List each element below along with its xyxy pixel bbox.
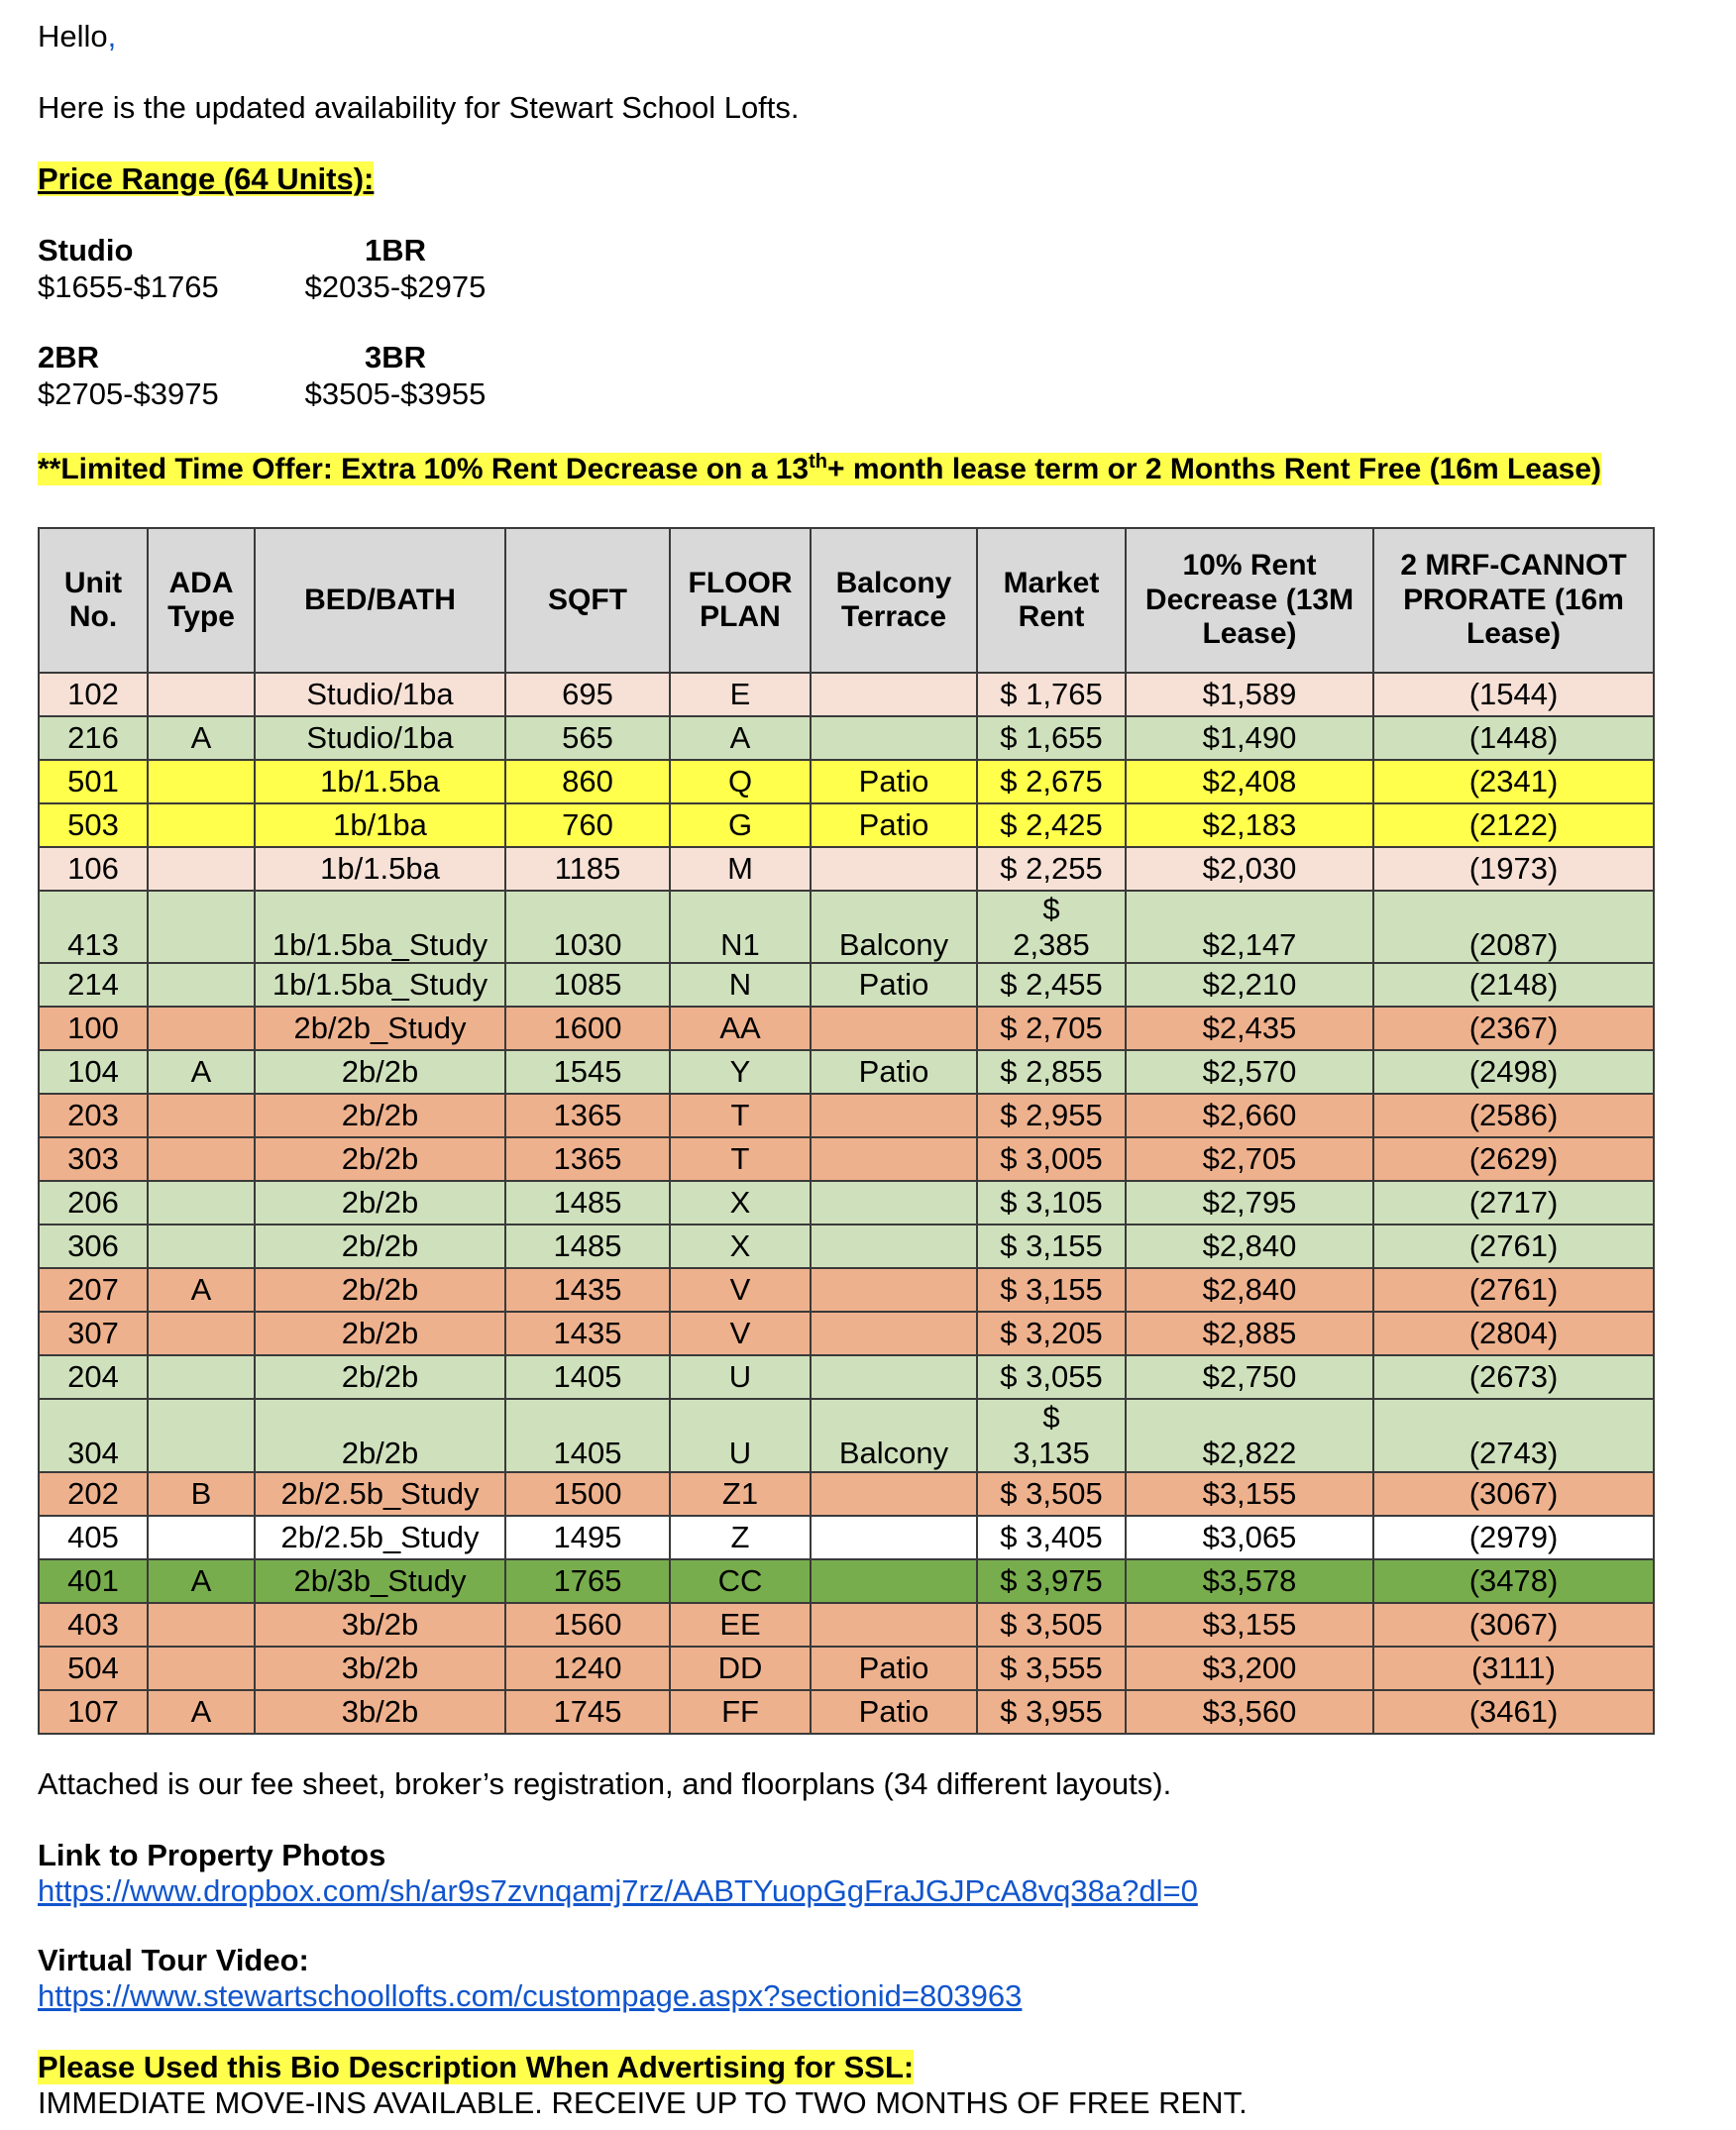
cell-rent-decrease: $1,589: [1126, 673, 1373, 716]
cell-bed-bath: 2b/2b: [255, 1094, 505, 1137]
cell-market-rent: $ 2,385: [977, 891, 1126, 963]
cell-sqft: 695: [505, 673, 670, 716]
cell-market-rent: $ 2,855: [977, 1050, 1126, 1094]
table-row: [39, 1690, 1654, 1734]
cell-balcony-terrace: [811, 1137, 977, 1181]
cell-rent-decrease: $3,155: [1126, 1472, 1373, 1516]
cell-mrf: (2673): [1373, 1355, 1654, 1399]
cell-market-rent: $ 2,455: [977, 963, 1126, 1007]
table-row: [39, 1603, 1654, 1647]
cell-mrf: (2498): [1373, 1050, 1654, 1094]
table-row: [39, 1559, 1654, 1603]
cell-balcony-terrace: [811, 1559, 977, 1603]
cell-sqft: 1405: [505, 1355, 670, 1399]
table-row: [39, 1268, 1654, 1312]
cell-unit-no: 202: [39, 1472, 148, 1516]
cell-bed-bath: 2b/2b: [255, 1312, 505, 1355]
cell-market-rent: $ 1,655: [977, 716, 1126, 760]
cell-mrf: (2367): [1373, 1007, 1654, 1050]
cell-floor-plan: N: [670, 963, 811, 1007]
cell-ada-type: A: [148, 1050, 255, 1094]
cell-balcony-terrace: [811, 1516, 977, 1559]
cell-sqft: 1435: [505, 1268, 670, 1312]
availability-table: [38, 527, 1655, 1735]
cell-rent-decrease: $2,210: [1126, 963, 1373, 1007]
cell-mrf: (2087): [1373, 891, 1654, 963]
cell-ada-type: [148, 847, 255, 891]
cell-market-rent: $ 3,975: [977, 1559, 1126, 1603]
cell-market-rent: $ 3,405: [977, 1516, 1126, 1559]
cell-market-rent: $ 2,705: [977, 1007, 1126, 1050]
cell-unit-no: 216: [39, 716, 148, 760]
cell-sqft: 1545: [505, 1050, 670, 1094]
cell-sqft: 760: [505, 803, 670, 847]
cell-bed-bath: 2b/2b: [255, 1268, 505, 1312]
cell-unit-no: 214: [39, 963, 148, 1007]
col-sqft: SQFT: [505, 528, 670, 673]
col-floor-plan: FLOOR PLAN: [670, 528, 811, 673]
cell-unit-no: 503: [39, 803, 148, 847]
cell-rent-decrease: $2,660: [1126, 1094, 1373, 1137]
cell-mrf: (3461): [1373, 1690, 1654, 1734]
cell-floor-plan: AA: [670, 1007, 811, 1050]
cell-rent-decrease: $2,435: [1126, 1007, 1373, 1050]
table-row: [39, 1399, 1654, 1471]
cell-ada-type: [148, 760, 255, 803]
cell-balcony-terrace: Patio: [811, 803, 977, 847]
cell-bed-bath: 2b/2b: [255, 1399, 505, 1471]
cell-bed-bath: 1b/1.5ba: [255, 760, 505, 803]
cell-mrf: (3067): [1373, 1603, 1654, 1647]
cell-sqft: 1765: [505, 1559, 670, 1603]
cell-unit-no: 504: [39, 1647, 148, 1690]
col-market-rent: Market Rent: [977, 528, 1126, 673]
col-balcony-terrace: Balcony Terrace: [811, 528, 977, 673]
cell-ada-type: A: [148, 1268, 255, 1312]
cell-bed-bath: 2b/2b_Study: [255, 1007, 505, 1050]
cell-rent-decrease: $2,885: [1126, 1312, 1373, 1355]
cell-floor-plan: Z: [670, 1516, 811, 1559]
cell-ada-type: [148, 1399, 255, 1471]
cell-balcony-terrace: [811, 1268, 977, 1312]
cell-balcony-terrace: [811, 1472, 977, 1516]
cell-floor-plan: EE: [670, 1603, 811, 1647]
cell-mrf: (3111): [1373, 1647, 1654, 1690]
cell-market-rent: $ 3,155: [977, 1225, 1126, 1268]
cell-floor-plan: T: [670, 1137, 811, 1181]
cell-market-rent: $ 3,155: [977, 1268, 1126, 1312]
cell-rent-decrease: $1,490: [1126, 716, 1373, 760]
cell-ada-type: [148, 1225, 255, 1268]
cell-bed-bath: 2b/2b: [255, 1137, 505, 1181]
tour-label: Virtual Tour Video:: [38, 1943, 309, 1977]
cell-mrf: (1448): [1373, 716, 1654, 760]
cell-unit-no: 204: [39, 1355, 148, 1399]
cell-market-rent: $ 2,675: [977, 760, 1126, 803]
price-range-heading: Price Range (64 Units):: [38, 161, 375, 196]
cell-market-rent: $ 3,955: [977, 1690, 1126, 1734]
cell-mrf: (2717): [1373, 1181, 1654, 1225]
cell-bed-bath: 2b/3b_Study: [255, 1559, 505, 1603]
cell-bed-bath: Studio/1ba: [255, 716, 505, 760]
cell-sqft: 1365: [505, 1094, 670, 1137]
price-group-3br: 3BR $3505-$3955: [304, 340, 487, 412]
cell-unit-no: 307: [39, 1312, 148, 1355]
cell-bed-bath: 2b/2b: [255, 1050, 505, 1094]
cell-floor-plan: A: [670, 716, 811, 760]
cell-ada-type: [148, 1312, 255, 1355]
cell-balcony-terrace: [811, 1312, 977, 1355]
cell-unit-no: 403: [39, 1603, 148, 1647]
cell-unit-no: 107: [39, 1690, 148, 1734]
attachments-note: Attached is our fee sheet, broker’s registration, and floorplans (34 different layouts).: [38, 1766, 1172, 1801]
cell-floor-plan: X: [670, 1181, 811, 1225]
cell-bed-bath: 2b/2b: [255, 1225, 505, 1268]
cell-sqft: 1745: [505, 1690, 670, 1734]
cell-mrf: (3478): [1373, 1559, 1654, 1603]
cell-ada-type: [148, 1603, 255, 1647]
table-row: [39, 1516, 1654, 1559]
cell-bed-bath: 3b/2b: [255, 1647, 505, 1690]
cell-floor-plan: M: [670, 847, 811, 891]
cell-floor-plan: U: [670, 1355, 811, 1399]
table-row: [39, 1355, 1654, 1399]
cell-mrf: (3067): [1373, 1472, 1654, 1516]
cell-sqft: 1240: [505, 1647, 670, 1690]
cell-mrf: (2148): [1373, 963, 1654, 1007]
cell-floor-plan: V: [670, 1268, 811, 1312]
cell-ada-type: [148, 1647, 255, 1690]
cell-balcony-terrace: [811, 1225, 977, 1268]
cell-sqft: 1185: [505, 847, 670, 891]
cell-sqft: 1560: [505, 1603, 670, 1647]
cell-mrf: (2761): [1373, 1268, 1654, 1312]
cell-market-rent: $ 3,505: [977, 1472, 1126, 1516]
cell-rent-decrease: $2,795: [1126, 1181, 1373, 1225]
table-row: [39, 891, 1654, 963]
cell-sqft: 1435: [505, 1312, 670, 1355]
cell-unit-no: 106: [39, 847, 148, 891]
cell-ada-type: [148, 1007, 255, 1050]
table-row: [39, 673, 1654, 716]
cell-sqft: 1600: [505, 1007, 670, 1050]
cell-balcony-terrace: Patio: [811, 963, 977, 1007]
table-row: [39, 847, 1654, 891]
cell-rent-decrease: $3,155: [1126, 1603, 1373, 1647]
greeting: Hello,: [38, 19, 117, 53]
table-row: [39, 963, 1654, 1007]
cell-sqft: 1485: [505, 1225, 670, 1268]
cell-bed-bath: 3b/2b: [255, 1603, 505, 1647]
col-bed-bath: BED/BATH: [255, 528, 505, 673]
cell-market-rent: $ 2,425: [977, 803, 1126, 847]
col-rent-decrease: 10% Rent Decrease (13M Lease): [1126, 528, 1373, 673]
cell-balcony-terrace: [811, 847, 977, 891]
cell-market-rent: $ 2,955: [977, 1094, 1126, 1137]
cell-ada-type: [148, 1181, 255, 1225]
cell-balcony-terrace: [811, 1603, 977, 1647]
price-group-1br: 1BR $2035-$2975: [304, 233, 487, 305]
table-row: [39, 716, 1654, 760]
cell-balcony-terrace: Patio: [811, 1050, 977, 1094]
table-row: [39, 1647, 1654, 1690]
cell-market-rent: $ 3,205: [977, 1312, 1126, 1355]
cell-sqft: 1485: [505, 1181, 670, 1225]
cell-floor-plan: N1: [670, 891, 811, 963]
table-header-row: [39, 528, 1654, 673]
cell-unit-no: 405: [39, 1516, 148, 1559]
cell-sqft: 1495: [505, 1516, 670, 1559]
cell-bed-bath: 2b/2b: [255, 1355, 505, 1399]
cell-ada-type: A: [148, 1690, 255, 1734]
cell-mrf: (2761): [1373, 1225, 1654, 1268]
cell-mrf: (2629): [1373, 1137, 1654, 1181]
cell-rent-decrease: $2,705: [1126, 1137, 1373, 1181]
cell-market-rent: $ 3,135: [977, 1399, 1126, 1471]
cell-sqft: 1365: [505, 1137, 670, 1181]
cell-ada-type: B: [148, 1472, 255, 1516]
cell-balcony-terrace: [811, 1007, 977, 1050]
cell-unit-no: 206: [39, 1181, 148, 1225]
cell-ada-type: [148, 673, 255, 716]
cell-ada-type: [148, 1355, 255, 1399]
cell-market-rent: $ 3,005: [977, 1137, 1126, 1181]
cell-balcony-terrace: [811, 1094, 977, 1137]
table-row: [39, 1094, 1654, 1137]
cell-floor-plan: G: [670, 803, 811, 847]
cell-bed-bath: 1b/1ba: [255, 803, 505, 847]
cell-market-rent: $ 1,765: [977, 673, 1126, 716]
cell-rent-decrease: $2,822: [1126, 1399, 1373, 1471]
cell-floor-plan: CC: [670, 1559, 811, 1603]
cell-mrf: (2804): [1373, 1312, 1654, 1355]
cell-market-rent: $ 2,255: [977, 847, 1126, 891]
table-row: [39, 1312, 1654, 1355]
cell-sqft: 1405: [505, 1399, 670, 1471]
cell-sqft: 1500: [505, 1472, 670, 1516]
cell-balcony-terrace: Patio: [811, 1647, 977, 1690]
cell-ada-type: [148, 1137, 255, 1181]
cell-rent-decrease: $2,750: [1126, 1355, 1373, 1399]
cell-ada-type: [148, 891, 255, 963]
bio-heading: Please Used this Bio Description When Advertising for SSL:: [38, 2050, 915, 2084]
cell-floor-plan: DD: [670, 1647, 811, 1690]
table-row: [39, 1050, 1654, 1094]
photos-label: Link to Property Photos: [38, 1838, 386, 1872]
cell-sqft: 860: [505, 760, 670, 803]
cell-rent-decrease: $3,065: [1126, 1516, 1373, 1559]
cell-bed-bath: 1b/1.5ba_Study: [255, 963, 505, 1007]
cell-rent-decrease: $3,200: [1126, 1647, 1373, 1690]
cell-balcony-terrace: Patio: [811, 1690, 977, 1734]
cell-floor-plan: Z1: [670, 1472, 811, 1516]
cell-sqft: 565: [505, 716, 670, 760]
cell-unit-no: 207: [39, 1268, 148, 1312]
table-row: [39, 1472, 1654, 1516]
cell-ada-type: [148, 803, 255, 847]
cell-rent-decrease: $2,570: [1126, 1050, 1373, 1094]
cell-unit-no: 413: [39, 891, 148, 963]
cell-mrf: (2586): [1373, 1094, 1654, 1137]
price-group-2br: 2BR $2705-$3975: [38, 340, 219, 412]
cell-floor-plan: T: [670, 1094, 811, 1137]
cell-bed-bath: Studio/1ba: [255, 673, 505, 716]
cell-floor-plan: E: [670, 673, 811, 716]
limited-offer: **Limited Time Offer: Extra 10% Rent Decrease on a 13th+ month lease term or 2 Months Rent Free (16m Lease): [38, 451, 1602, 485]
intro-text: Here is the updated availability for Stewart School Lofts.: [38, 90, 800, 125]
table-row: [39, 1007, 1654, 1050]
cell-bed-bath: 1b/1.5ba_Study: [255, 891, 505, 963]
cell-market-rent: $ 3,555: [977, 1647, 1126, 1690]
cell-floor-plan: Q: [670, 760, 811, 803]
cell-floor-plan: U: [670, 1399, 811, 1471]
cell-mrf: (2341): [1373, 760, 1654, 803]
cell-ada-type: [148, 1094, 255, 1137]
tour-link[interactable]: https://www.stewartschoollofts.com/custompage.aspx?sectionid=803963: [38, 1978, 1023, 2013]
cell-unit-no: 401: [39, 1559, 148, 1603]
cell-mrf: (2122): [1373, 803, 1654, 847]
cell-bed-bath: 2b/2.5b_Study: [255, 1516, 505, 1559]
col-unit-no: Unit No.: [39, 528, 148, 673]
table-row: [39, 1137, 1654, 1181]
cell-unit-no: 102: [39, 673, 148, 716]
cell-rent-decrease: $3,578: [1126, 1559, 1373, 1603]
cell-rent-decrease: $2,408: [1126, 760, 1373, 803]
table-body: [39, 673, 1654, 1734]
cell-sqft: 1085: [505, 963, 670, 1007]
cell-floor-plan: Y: [670, 1050, 811, 1094]
cell-balcony-terrace: Balcony: [811, 1399, 977, 1471]
cell-balcony-terrace: Balcony: [811, 891, 977, 963]
cell-mrf: (2743): [1373, 1399, 1654, 1471]
cell-floor-plan: X: [670, 1225, 811, 1268]
col-mrf: 2 MRF-CANNOT PRORATE (16m Lease): [1373, 528, 1654, 673]
cell-ada-type: A: [148, 716, 255, 760]
price-group-studio: Studio $1655-$1765: [38, 233, 219, 305]
cell-floor-plan: V: [670, 1312, 811, 1355]
cell-mrf: (2979): [1373, 1516, 1654, 1559]
cell-bed-bath: 2b/2b: [255, 1181, 505, 1225]
cell-rent-decrease: $2,840: [1126, 1268, 1373, 1312]
cell-ada-type: [148, 1516, 255, 1559]
table-row: [39, 1225, 1654, 1268]
cell-floor-plan: FF: [670, 1690, 811, 1734]
cell-unit-no: 104: [39, 1050, 148, 1094]
cell-bed-bath: 2b/2.5b_Study: [255, 1472, 505, 1516]
cell-unit-no: 203: [39, 1094, 148, 1137]
cell-unit-no: 501: [39, 760, 148, 803]
table-row: [39, 1181, 1654, 1225]
cell-balcony-terrace: [811, 716, 977, 760]
table-row: [39, 803, 1654, 847]
cell-bed-bath: 1b/1.5ba: [255, 847, 505, 891]
cell-sqft: 1030: [505, 891, 670, 963]
cell-balcony-terrace: [811, 1181, 977, 1225]
cell-rent-decrease: $2,840: [1126, 1225, 1373, 1268]
cell-ada-type: [148, 963, 255, 1007]
table-row: [39, 760, 1654, 803]
cell-ada-type: A: [148, 1559, 255, 1603]
cell-market-rent: $ 3,505: [977, 1603, 1126, 1647]
cell-balcony-terrace: Patio: [811, 760, 977, 803]
col-ada-type: ADA Type: [148, 528, 255, 673]
cell-mrf: (1544): [1373, 673, 1654, 716]
cell-rent-decrease: $2,030: [1126, 847, 1373, 891]
cell-balcony-terrace: [811, 1355, 977, 1399]
cell-rent-decrease: $2,147: [1126, 891, 1373, 963]
cell-balcony-terrace: [811, 673, 977, 716]
cell-unit-no: 306: [39, 1225, 148, 1268]
cell-mrf: (1973): [1373, 847, 1654, 891]
cell-unit-no: 303: [39, 1137, 148, 1181]
cell-bed-bath: 3b/2b: [255, 1690, 505, 1734]
cell-rent-decrease: $3,560: [1126, 1690, 1373, 1734]
cell-market-rent: $ 3,105: [977, 1181, 1126, 1225]
cell-unit-no: 304: [39, 1399, 148, 1471]
cell-market-rent: $ 3,055: [977, 1355, 1126, 1399]
photos-link[interactable]: https://www.dropbox.com/sh/ar9s7zvnqamj7rz/AABTYuopGgFraJGJPcA8vq38a?dl=0: [38, 1873, 1198, 1908]
cell-rent-decrease: $2,183: [1126, 803, 1373, 847]
bio-text: IMMEDIATE MOVE-INS AVAILABLE. RECEIVE UP TO TWO MONTHS OF FREE RENT.: [38, 2085, 1248, 2120]
cell-unit-no: 100: [39, 1007, 148, 1050]
